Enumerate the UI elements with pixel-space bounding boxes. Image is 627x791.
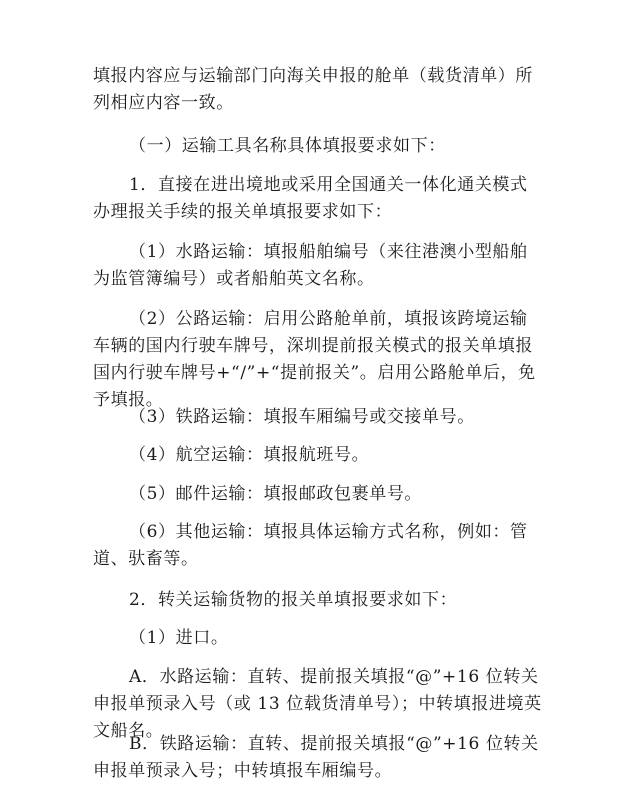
paragraph-mail: （5）邮件运输：填报邮政包裹单号。 — [129, 484, 423, 504]
paragraph-waterway: （1）水路运输：填报船舶编号（来往港澳小型船舶为监管簿编号）或者船舶英文名称。 — [93, 242, 528, 289]
paragraph-intro: 填报内容应与运输部门向海关申报的舱单（载货清单）所列相应内容一致。 — [93, 66, 533, 113]
paragraph-railway: （3）铁路运输：填报车厢编号或交接单号。 — [129, 407, 475, 427]
section-heading-transport-name: （一）运输工具名称具体填报要求如下： — [129, 136, 446, 156]
paragraph-water-transfer: A．水路运输：直转、提前报关填报“@”+16 位转关申报单预录入号（或 13 位载货清单号）；中转填报进境英文船名。 — [93, 667, 542, 741]
paragraph-rail-transfer: B．铁路运输：直转、提前报关填报“@”+16 位转关申报单预录入号；中转填报车厢编号。 — [93, 734, 539, 781]
paragraph-air: （4）航空运输：填报航班号。 — [129, 445, 370, 465]
paragraph-highway: （2）公路运输：启用公路舱单前，填报该跨境运输车辆的国内行驶车牌号，深圳提前报关模式的报关单填报国内行驶车牌号+“/”+“提前报关”。启用公路舱单后，免予填报。 — [93, 309, 536, 410]
paragraph-item-1: 1．直接在进出境地或采用全国通关一体化通关模式办理报关手续的报关单填报要求如下： — [93, 175, 528, 222]
paragraph-item-2: 2．转关运输货物的报关单填报要求如下： — [129, 590, 458, 610]
paragraph-other: （6）其他运输：填报具体运输方式名称，例如：管道、驮畜等。 — [93, 522, 528, 569]
paragraph-import: （1）进口。 — [129, 628, 229, 648]
